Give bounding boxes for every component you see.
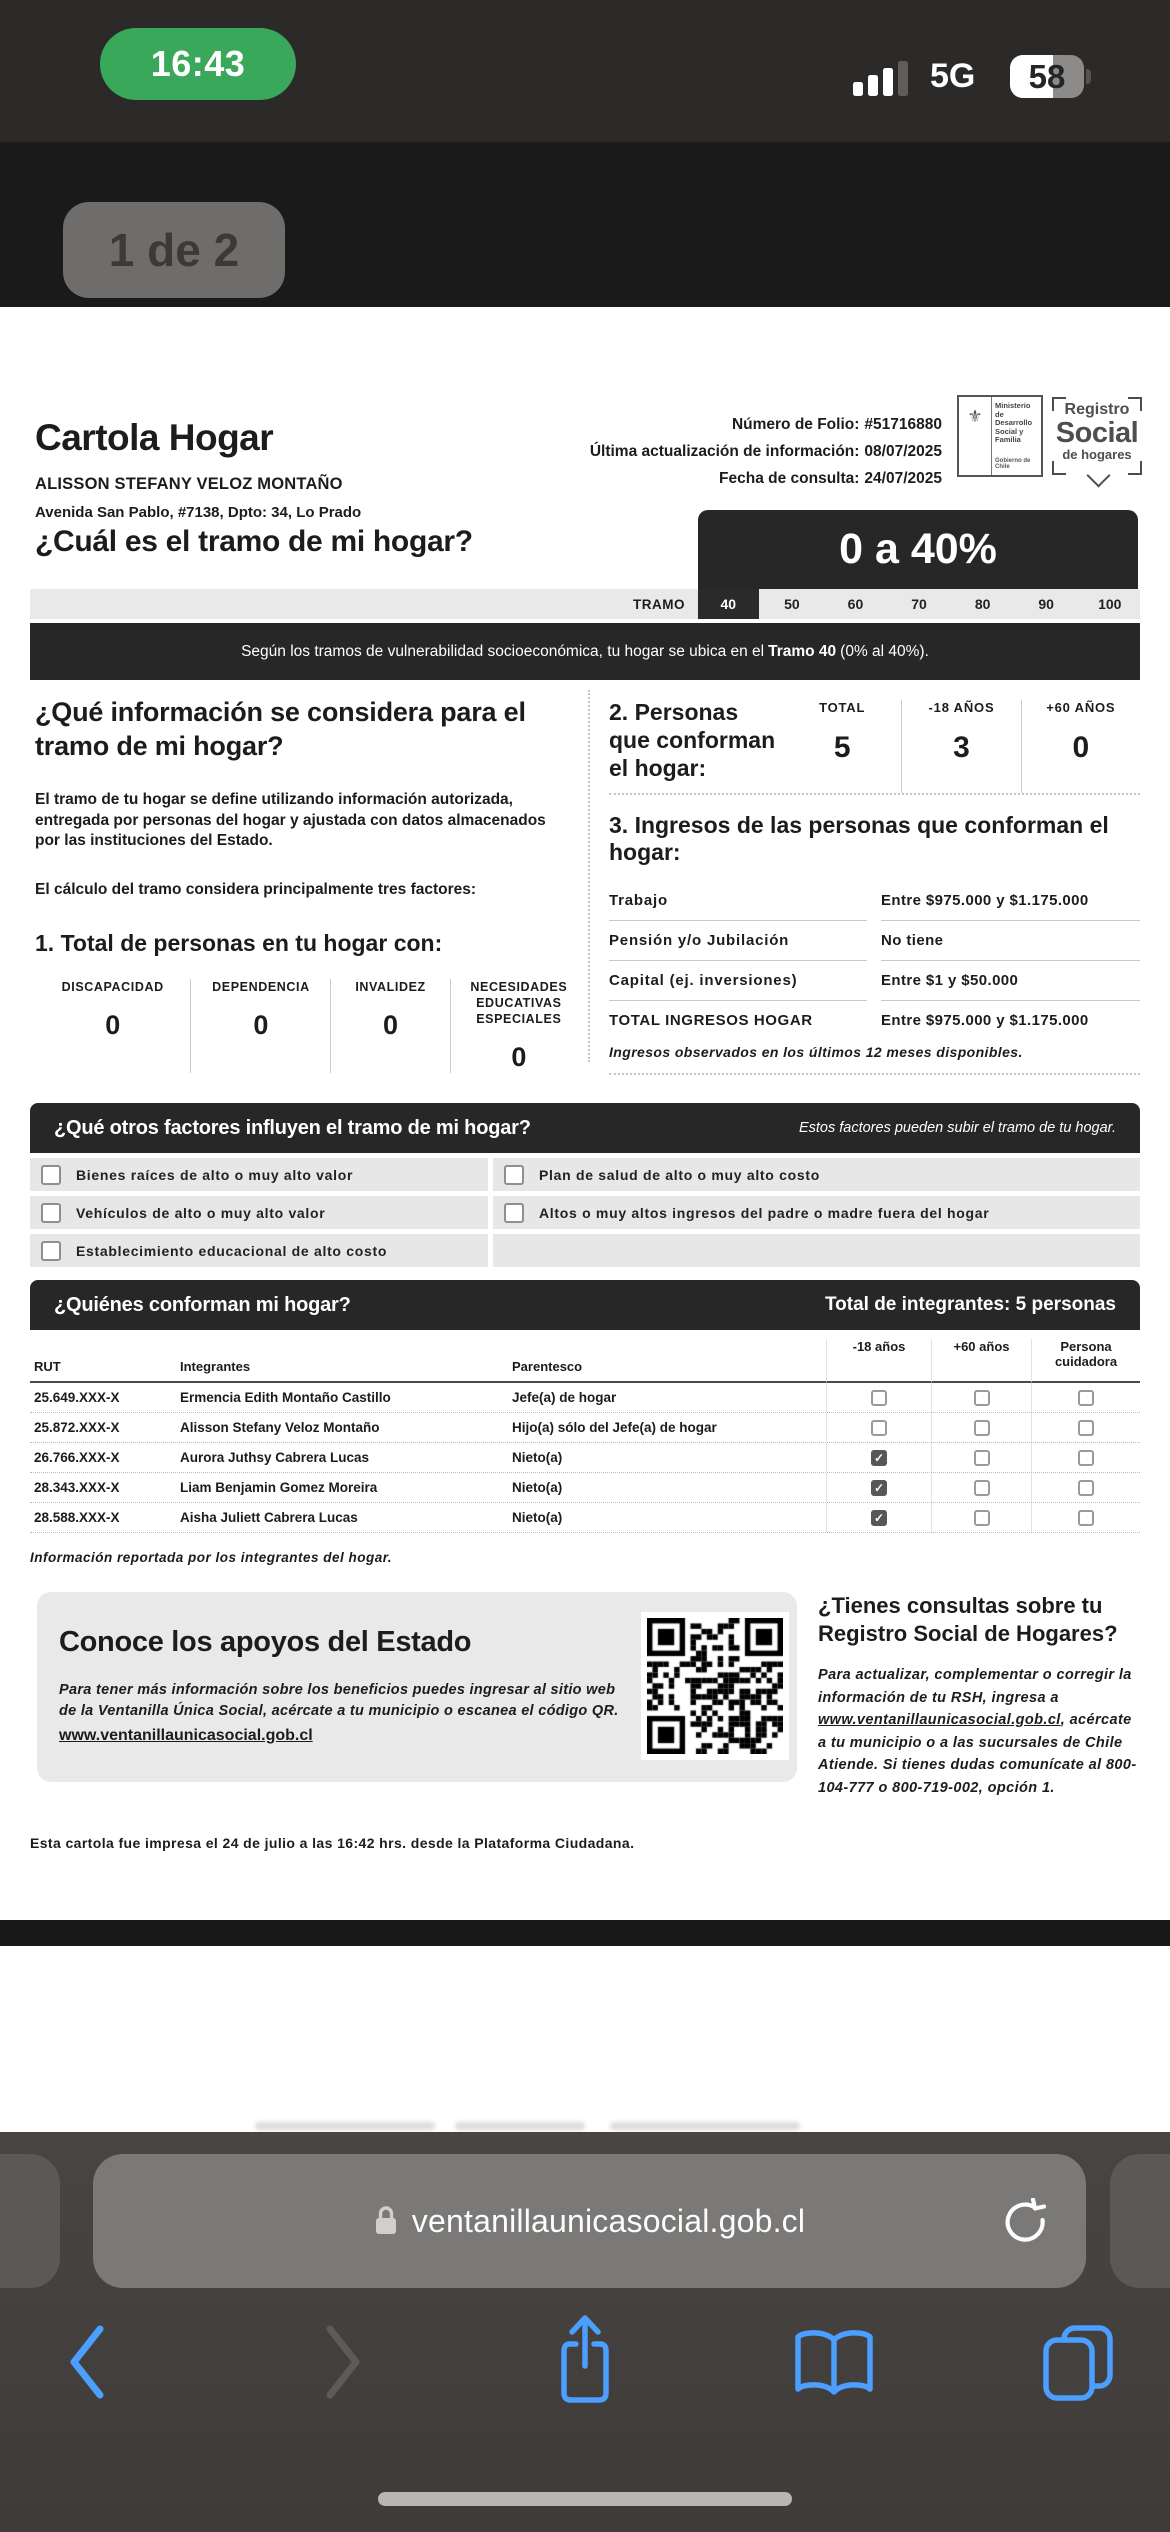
ingreso-total-row bbox=[609, 1001, 1140, 1040]
update-value: 08/07/2025 bbox=[864, 443, 942, 460]
otros-factores-grid bbox=[30, 1158, 1140, 1267]
ministry-footer: Gobierno de Chile bbox=[995, 458, 1031, 470]
active-call-time-pill[interactable] bbox=[100, 28, 296, 100]
checkbox-icon bbox=[1078, 1390, 1094, 1406]
ingreso-label: Pensión y/o Jubilación bbox=[609, 921, 867, 961]
next-tab-peek[interactable] bbox=[1110, 2154, 1170, 2288]
household-stats-section bbox=[588, 690, 1140, 1062]
rsh-logo-line3: de hogares bbox=[1062, 447, 1132, 462]
tramo-range-value: 0 a 40% bbox=[839, 525, 997, 573]
cell-senior bbox=[931, 1503, 1031, 1532]
status-bar bbox=[0, 0, 1170, 142]
integrantes-note: Información reportada por los integrantes del hogar. bbox=[30, 1550, 393, 1565]
factor-item bbox=[30, 1234, 488, 1267]
ingresos-title: 3. Ingresos de las personas que conforman el hogar: bbox=[609, 812, 1109, 865]
integrantes-table bbox=[30, 1339, 1140, 1533]
factor-item-label: Altos o muy altos ingresos del padre o madre fuera del hogar bbox=[539, 1204, 990, 1221]
col-rut: RUT bbox=[30, 1359, 176, 1383]
signal-bar-2 bbox=[868, 75, 878, 96]
stat-value: 5 bbox=[833, 731, 851, 764]
table-header-row bbox=[30, 1339, 1140, 1383]
tramo-cell: 90 bbox=[1038, 596, 1054, 612]
qr-code-image bbox=[641, 1612, 789, 1760]
stat-minors bbox=[901, 700, 1020, 793]
info-p1-bold: información autorizada, entregada por personas del hogar y ajustada con datos almacenados por las instituciones del Estado. bbox=[35, 791, 546, 849]
update-label: Última actualización de información: bbox=[589, 443, 860, 460]
ingresos-table bbox=[609, 881, 1140, 1040]
checkbox-unchecked-icon bbox=[41, 1165, 61, 1185]
otros-factores-section bbox=[30, 1103, 1140, 1267]
cell-caregiver bbox=[1031, 1443, 1140, 1472]
personas-title: 2. Personas que conforman el hogar: bbox=[609, 699, 776, 781]
col-minor: -18 años bbox=[826, 1339, 931, 1383]
faded-text bbox=[455, 2122, 585, 2130]
cell-minor bbox=[826, 1413, 931, 1442]
stat-label: -18 AÑOS bbox=[928, 700, 995, 715]
bookmarks-button[interactable] bbox=[790, 2328, 878, 2407]
factor-value: 0 bbox=[253, 1009, 269, 1040]
cell-name: Ermencia Edith Montaño Castillo bbox=[180, 1390, 391, 1405]
ingreso-label: Trabajo bbox=[609, 881, 867, 921]
consultas-text: , acércate a tu municipio o a las sucursales de Chile Atiende. Si tienes dudas comunícate al 800-104-777 o 800-719-002, opción 1. bbox=[818, 1712, 1137, 1796]
consultas-body bbox=[818, 1664, 1143, 1799]
faded-text bbox=[255, 2122, 435, 2130]
cell-minor bbox=[826, 1473, 931, 1502]
cell-rut: 28.343.XXX-X bbox=[34, 1480, 120, 1495]
ingresos-note: Ingresos observados en los últimos 12 meses disponibles. bbox=[609, 1044, 1023, 1060]
signal-bar-3 bbox=[883, 68, 893, 96]
factor-item-label: Vehículos de alto o muy alto valor bbox=[76, 1204, 326, 1221]
dotted-divider bbox=[609, 793, 1140, 795]
battery-nub bbox=[1086, 69, 1091, 84]
cellular-signal-icon bbox=[853, 58, 908, 96]
info-paragraph-2: El cálculo del tramo considera principalmente tres factores: bbox=[35, 880, 477, 898]
factor-label: DISCAPACIDAD bbox=[61, 979, 164, 994]
factor-label: NECESIDADES EDUCATIVAS ESPECIALES bbox=[470, 979, 568, 1026]
folio-label: Número de Folio: bbox=[731, 416, 860, 433]
factor-column bbox=[35, 979, 190, 1073]
stat-value: 3 bbox=[953, 731, 970, 764]
ingreso-label: TOTAL INGRESOS HOGAR bbox=[609, 1012, 813, 1029]
tabs-button[interactable] bbox=[1038, 2322, 1118, 2407]
banner-text: Según los tramos de vulnerabilidad socioeconómica, tu hogar se ubica en el bbox=[241, 642, 765, 660]
checkbox-unchecked-icon bbox=[41, 1203, 61, 1223]
consultas-section bbox=[818, 1592, 1143, 1799]
clock-time: 16:43 bbox=[150, 43, 246, 84]
lock-icon bbox=[374, 2205, 398, 2237]
consultas-text: Para actualizar, complementar o corregir la información de tu RSH, ingresa a bbox=[818, 1667, 1132, 1706]
tramo-cell: 50 bbox=[784, 596, 800, 612]
signal-bar-1 bbox=[853, 82, 863, 96]
info-title: ¿Qué información se considera para el tramo de mi hogar? bbox=[35, 697, 526, 761]
speech-bubble-tail-icon bbox=[1086, 463, 1110, 487]
apoyos-link[interactable]: www.ventanillaunicasocial.gob.cl bbox=[59, 1727, 313, 1744]
tramo-range-box bbox=[698, 510, 1138, 589]
cell-minor bbox=[826, 1443, 931, 1472]
ingreso-label: Capital (ej. inversiones) bbox=[609, 961, 867, 1001]
registro-social-logo bbox=[1052, 393, 1142, 493]
integrantes-section bbox=[30, 1280, 1140, 1565]
cell-name: Aurora Juthsy Cabrera Lucas bbox=[180, 1450, 370, 1465]
cell-relation: Nieto(a) bbox=[512, 1450, 563, 1465]
cell-senior bbox=[931, 1383, 1031, 1412]
factor-label: DEPENDENCIA bbox=[212, 979, 310, 994]
tramo-banner bbox=[30, 623, 1140, 680]
table-row bbox=[30, 1413, 1140, 1443]
cell-senior bbox=[931, 1473, 1031, 1502]
tramo-scale-label: TRAMO bbox=[633, 596, 685, 612]
share-button[interactable] bbox=[552, 2310, 618, 2415]
bracket-icon bbox=[1052, 397, 1066, 411]
checkbox-icon bbox=[871, 1450, 887, 1466]
ingreso-value: Entre $975.000 y $1.175.000 bbox=[881, 1012, 1089, 1029]
address-bar[interactable] bbox=[93, 2154, 1086, 2288]
cell-caregiver bbox=[1031, 1503, 1140, 1532]
document-meta bbox=[590, 411, 942, 492]
factor-column bbox=[190, 979, 330, 1073]
bracket-icon bbox=[1052, 461, 1066, 475]
ingreso-value: Entre $1 y $50.000 bbox=[881, 961, 1140, 1001]
integrantes-header bbox=[30, 1280, 1140, 1330]
cell-name: Alisson Stefany Veloz Montaño bbox=[180, 1420, 380, 1435]
factor-item-label: Plan de salud de alto o muy alto costo bbox=[539, 1166, 820, 1183]
checkbox-icon bbox=[1078, 1450, 1094, 1466]
tramo-cell: 80 bbox=[974, 596, 991, 612]
checkbox-icon bbox=[871, 1390, 887, 1406]
document-title: Cartola Hogar bbox=[35, 417, 274, 458]
tramo-scale bbox=[30, 589, 1140, 619]
info-p1-normal: El tramo de tu hogar se define utilizando bbox=[35, 791, 339, 808]
integrantes-title: ¿Quiénes conforman mi hogar? bbox=[54, 1293, 351, 1316]
ingreso-row bbox=[609, 921, 1140, 961]
checkbox-icon bbox=[871, 1510, 887, 1526]
pdf-page-2-preview bbox=[0, 1946, 1170, 2132]
cell-minor bbox=[826, 1503, 931, 1532]
ingreso-value: Entre $975.000 y $1.175.000 bbox=[881, 881, 1140, 921]
table-row bbox=[30, 1473, 1140, 1503]
cell-relation: Nieto(a) bbox=[512, 1510, 563, 1525]
ministry-name: Ministerio de Desarrollo Social y Familia bbox=[995, 401, 1033, 444]
col-integrantes: Integrantes bbox=[176, 1359, 508, 1383]
info-section bbox=[35, 695, 587, 1073]
personas-stats bbox=[783, 690, 1140, 793]
apoyos-box bbox=[37, 1592, 797, 1782]
checkbox-unchecked-icon bbox=[504, 1165, 524, 1185]
consultas-title: ¿Tienes consultas sobre tu Registro Social de Hogares? bbox=[818, 1593, 1118, 1646]
factor-item-label: Bienes raíces de alto o muy alto valor bbox=[76, 1166, 354, 1183]
checkbox-icon bbox=[974, 1420, 990, 1436]
rsh-logo-line2: Social bbox=[1055, 417, 1139, 449]
col-parentesco: Parentesco bbox=[508, 1359, 826, 1383]
cell-name: Liam Benjamin Gomez Moreira bbox=[180, 1480, 378, 1495]
cell-rut: 26.766.XXX-X bbox=[34, 1450, 120, 1465]
apoyos-title: Conoce los apoyos del Estado bbox=[59, 1626, 472, 1658]
faded-text bbox=[610, 2122, 800, 2130]
tramo-cell: 70 bbox=[911, 596, 927, 612]
cell-relation: Nieto(a) bbox=[512, 1480, 563, 1495]
holder-name: ALISSON STEFANY VELOZ MONTAÑO bbox=[35, 475, 343, 493]
bracket-icon bbox=[1128, 397, 1142, 411]
cell-rut: 25.872.XXX-X bbox=[34, 1420, 120, 1435]
battery-icon bbox=[1010, 55, 1084, 98]
cell-caregiver bbox=[1031, 1413, 1140, 1442]
checkbox-icon bbox=[1078, 1420, 1094, 1436]
battery-percent: 58 bbox=[1028, 57, 1066, 95]
url-text: ventanillaunicasocial.gob.cl bbox=[411, 2202, 806, 2239]
ingreso-value: No tiene bbox=[881, 921, 1140, 961]
cell-senior bbox=[931, 1413, 1031, 1442]
table-row bbox=[30, 1383, 1140, 1413]
checkbox-icon bbox=[1078, 1480, 1094, 1496]
banner-bold: Tramo 40 bbox=[768, 642, 837, 660]
cell-senior bbox=[931, 1443, 1031, 1472]
safari-toolbar bbox=[0, 2132, 1170, 2532]
tramo-question: ¿Cuál es el tramo de mi hogar? bbox=[35, 525, 473, 558]
holder-address: Avenida San Pablo, #7138, Dpto: 34, Lo Prado bbox=[35, 504, 362, 521]
factor-item-label: Establecimiento educacional de alto costo bbox=[76, 1242, 388, 1259]
tramo-scale-cells bbox=[698, 589, 1140, 619]
checkbox-unchecked-icon bbox=[504, 1203, 524, 1223]
factor-value: 0 bbox=[105, 1009, 121, 1040]
info-paragraph-1 bbox=[35, 790, 550, 852]
dotted-divider bbox=[609, 1073, 1140, 1075]
banner-text: (0% al 40%). bbox=[840, 642, 929, 660]
integrantes-total: Total de integrantes: 5 personas bbox=[824, 1294, 1116, 1315]
chile-crest-icon: ⚜ bbox=[959, 397, 992, 475]
stat-total bbox=[783, 700, 901, 793]
factor-item-empty bbox=[493, 1234, 1140, 1267]
signal-bar-4 bbox=[898, 61, 908, 96]
pdf-header-band bbox=[0, 142, 1170, 307]
cell-relation: Hijo(a) sólo del Jefe(a) de hogar bbox=[512, 1420, 717, 1435]
cell-rut: 25.649.XXX-X bbox=[34, 1390, 120, 1405]
back-button[interactable] bbox=[62, 2322, 114, 2407]
cell-minor bbox=[826, 1383, 931, 1412]
table-row bbox=[30, 1443, 1140, 1473]
factor-item bbox=[493, 1196, 1140, 1229]
factors-table bbox=[35, 979, 587, 1073]
col-caregiver: Persona cuidadora bbox=[1031, 1339, 1140, 1383]
consult-label: Fecha de consulta: bbox=[719, 470, 860, 487]
otros-factores-subtitle: Estos factores pueden subir el tramo de tu hogar. bbox=[798, 1120, 1116, 1136]
checkbox-icon bbox=[1078, 1510, 1094, 1526]
factor-column bbox=[330, 979, 449, 1073]
rsh-logo-line1: Registro bbox=[1064, 401, 1130, 418]
cell-caregiver bbox=[1031, 1383, 1140, 1412]
print-note: Esta cartola fue impresa el 24 de julio a las 16:42 hrs. desde la Plataforma Ciudadana. bbox=[30, 1835, 635, 1851]
checkbox-icon bbox=[974, 1390, 990, 1406]
forward-button[interactable] bbox=[316, 2322, 368, 2407]
consult-value: 24/07/2025 bbox=[864, 470, 942, 487]
ingreso-row bbox=[609, 961, 1140, 1001]
tramo-cell: 60 bbox=[847, 596, 864, 612]
factor-title: 1. Total de personas en tu hogar con: bbox=[35, 929, 443, 956]
previous-tab-peek[interactable] bbox=[0, 2154, 60, 2288]
checkbox-icon bbox=[871, 1480, 887, 1496]
table-row bbox=[30, 1503, 1140, 1533]
pdf-page bbox=[0, 307, 1170, 1920]
checkbox-icon bbox=[871, 1420, 887, 1436]
apoyos-body: Para tener más información sobre los beneficios puedes ingresar al sitio web de la Ventanilla Única Social, acércate a tu municipio o escanea el código QR. bbox=[59, 1682, 619, 1719]
cell-caregiver bbox=[1031, 1473, 1140, 1502]
cell-relation: Jefe(a) de hogar bbox=[512, 1390, 617, 1405]
folio-value: #51716880 bbox=[864, 416, 942, 433]
otros-factores-title: ¿Qué otros factores influyen el tramo de mi hogar? bbox=[54, 1116, 531, 1139]
network-type-label: 5G bbox=[930, 57, 976, 95]
consultas-link[interactable]: www.ventanillaunicasocial.gob.cl bbox=[818, 1712, 1061, 1728]
ingreso-row bbox=[609, 881, 1140, 921]
checkbox-icon bbox=[974, 1450, 990, 1466]
factor-label: INVALIDEZ bbox=[355, 979, 426, 994]
stat-value: 0 bbox=[1072, 731, 1090, 764]
factor-item bbox=[30, 1158, 488, 1191]
cell-rut: 28.588.XXX-X bbox=[34, 1510, 120, 1525]
col-senior: +60 años bbox=[931, 1339, 1031, 1383]
bracket-icon bbox=[1128, 461, 1142, 475]
stat-label: +60 AÑOS bbox=[1046, 700, 1116, 715]
checkbox-icon bbox=[974, 1510, 990, 1526]
stat-seniors bbox=[1021, 700, 1140, 793]
ministry-logo bbox=[957, 395, 1043, 477]
factor-value: 0 bbox=[511, 1041, 527, 1072]
reload-button[interactable] bbox=[1002, 2198, 1048, 2251]
page-separator-band bbox=[0, 1920, 1170, 1946]
home-indicator[interactable] bbox=[378, 2492, 792, 2506]
cell-name: Aisha Juliett Cabrera Lucas bbox=[180, 1510, 358, 1525]
factor-column bbox=[450, 979, 587, 1073]
stat-label: TOTAL bbox=[819, 700, 866, 715]
factor-item bbox=[30, 1196, 488, 1229]
page-indicator-badge bbox=[63, 202, 285, 298]
personas-block bbox=[609, 690, 1140, 793]
checkbox-unchecked-icon bbox=[41, 1241, 61, 1261]
checkbox-icon bbox=[974, 1480, 990, 1496]
factor-value: 0 bbox=[383, 1009, 399, 1040]
tramo-cell: 100 bbox=[1098, 596, 1122, 612]
tramo-cell: 40 bbox=[698, 589, 759, 619]
otros-factores-header bbox=[30, 1103, 1140, 1153]
page-indicator-text: 1 de 2 bbox=[108, 224, 240, 276]
factor-item bbox=[493, 1158, 1140, 1191]
